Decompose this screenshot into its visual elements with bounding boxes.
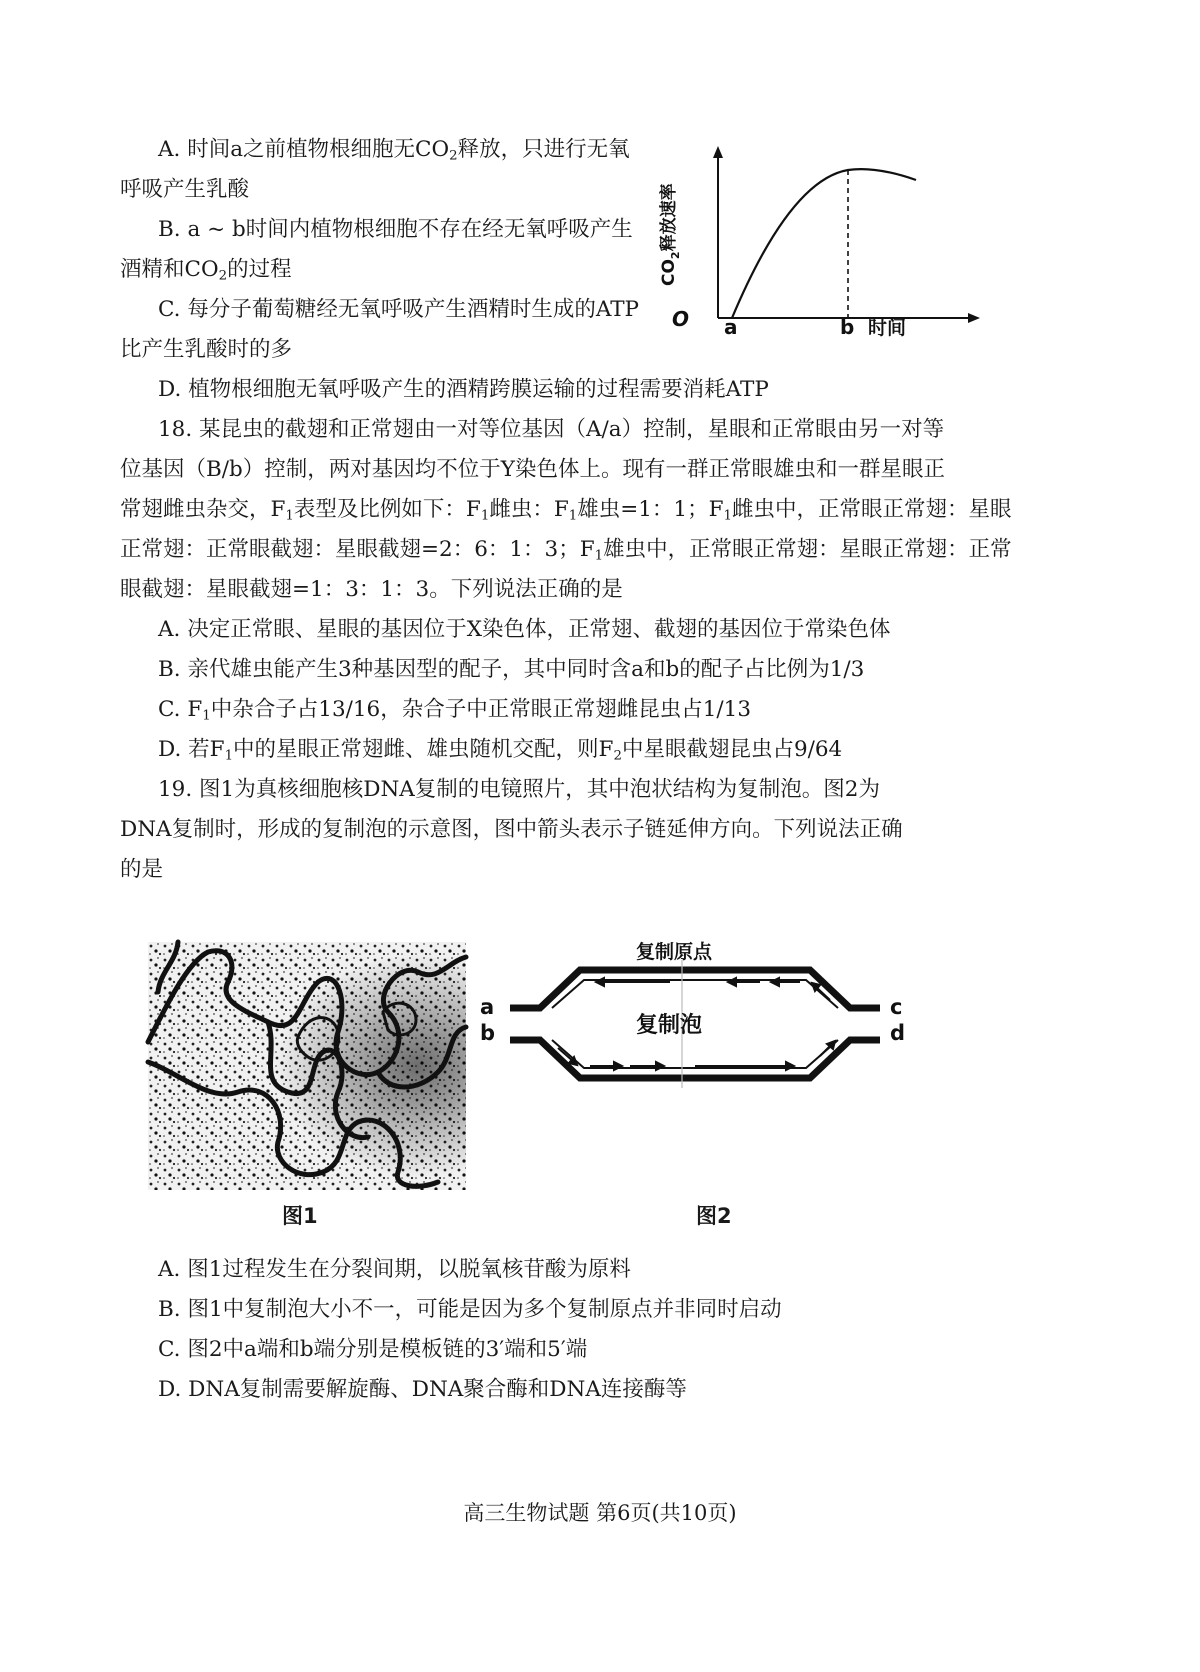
figure2-caption: 图2 [696,1204,732,1228]
co2-release-graph [659,140,990,350]
q19-option-c: C. 图2中a端和b端分别是模板链的3′端和5′端 [158,1337,588,1362]
x-axis-label: 时间 [868,317,907,339]
q17-option-c-line2: 比产生乳酸时的多 [120,337,293,362]
q19-option-a: A. 图1过程发生在分裂间期，以脱氧核苷酸为原料 [158,1257,631,1282]
page-footer: 高三生物试题 第6页(共10页) [463,1501,737,1525]
end-c-label: c [890,995,903,1019]
end-b-label: b [480,1021,496,1045]
strand-bottom-parental [510,1040,880,1078]
q17-option-b-line1: B. a ~ b时间内植物根细胞不存在经无氧呼吸产生 [158,217,633,242]
bubble-label: 复制泡 [636,1013,703,1038]
q17-option-b-line2: 酒精和$CO_2$的过程 [120,257,292,284]
q18-option-c: C. $F_1$中杂合子占13/16，杂合子中正常眼正常翅雌昆虫占1/13 [158,697,752,724]
q19-stem-line2: DNA复制时，形成的复制泡的示意图，图中箭头表示子链延伸方向。下列说法正确 [120,817,903,842]
strand-top-daughter [552,980,838,1008]
q17-option-a-line2: 呼吸产生乳酸 [120,177,250,202]
x-axis-arrow [968,313,980,323]
bottom-arrows [558,1041,835,1070]
q18-option-d: D. 若$F_1$中的星眼正常翅雌、雄虫随机交配，则$F_2$中星眼截翅昆虫占9/64 [158,737,843,764]
q19-stem-line3: 的是 [120,857,164,882]
q18-stem-line5: 眼截翅：星眼截翅=1：3：1：3。下列说法正确的是 [120,577,623,602]
q17-option-d: D. 植物根细胞无氧呼吸产生的酒精跨膜运输的过程需要消耗ATP [158,377,769,402]
q18-stem-line1: 18. 某昆虫的截翅和正常翅由一对等位基因（A/a）控制，星眼和正常眼由另一对等 [158,417,945,442]
q19-stem-line1: 19. 图1为真核细胞核DNA复制的电镜照片，其中泡状结构为复制泡。图2为 [158,777,880,802]
strand-top-parental [510,970,880,1008]
q18-stem-line2: 位基因（B/b）控制，两对基因均不位于Y染色体上。现有一群正常眼雄虫和一群星眼正 [120,457,946,482]
q17-option-a-line1: A. 时间a之前植物根细胞无$CO_2$释放，只进行无氧 [158,137,630,164]
figure1-caption: 图1 [282,1204,318,1228]
end-a-label: a [480,995,495,1019]
q17-option-c-line1: C. 每分子葡萄糖经无氧呼吸产生酒精时生成的ATP [158,297,640,322]
co2-curve [732,169,916,318]
end-d-label: d [890,1021,906,1045]
origin-label: O [672,307,690,331]
q18-option-b: B. 亲代雄虫能产生3种基因型的配子，其中同时含a和b的配子占比例为1/3 [158,657,865,682]
y-axis-label: $CO_2$释放速率 [659,183,682,286]
figure1-em-photo [148,942,466,1190]
tick-b-label: b [840,315,855,339]
q18-stem-line3: 常翅雌虫杂交，$F_1$表型及比例如下：$F_1$雌虫：$F_1$雄虫=1：1；$F_1$雌虫中，正常眼正常翅：星眼 [120,497,1012,524]
origin-label: 复制原点 [636,941,713,963]
q18-stem-line4: 正常翅：正常眼截翅：星眼截翅=2：6：1：3；$F_1$雄虫中，正常眼正常翅：星眼正常翅：正常 [120,537,1012,564]
figure2-replication-bubble [470,930,940,1120]
q19-option-b: B. 图1中复制泡大小不一，可能是因为多个复制原点并非同时启动 [158,1297,782,1322]
y-axis-arrow [713,146,723,158]
q18-option-a: A. 决定正常眼、星眼的基因位于X染色体，正常翅、截翅的基因位于常染色体 [158,617,891,642]
strand-bottom-daughter [552,1040,838,1068]
tick-a-label: a [724,315,738,339]
top-arrows [596,978,830,1000]
q19-option-d: D. DNA复制需要解旋酶、DNA聚合酶和DNA连接酶等 [158,1377,687,1402]
